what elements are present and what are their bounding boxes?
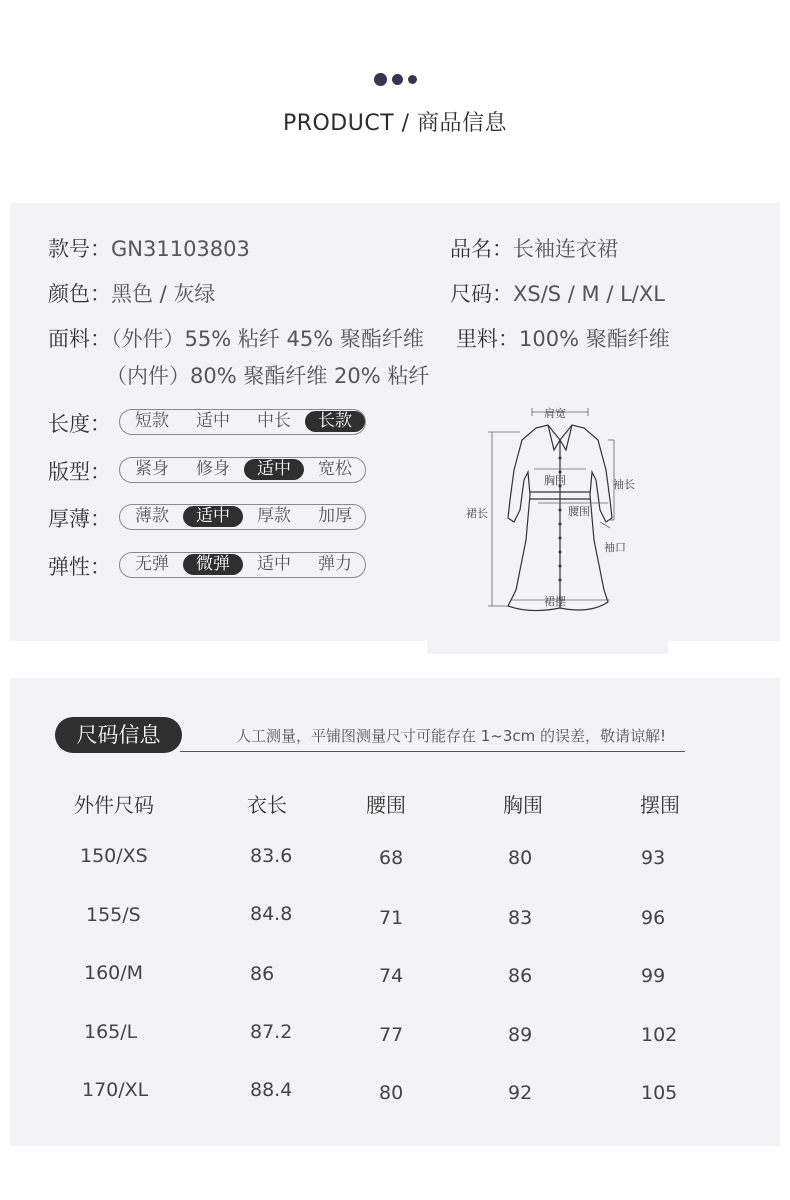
attribute-option: 长款 [305, 411, 365, 432]
product-name-value: 长袖连衣裙 [513, 237, 618, 261]
color [48, 278, 215, 308]
diagram-label-hem: 裙摆 [544, 595, 566, 608]
table-cell: 83.6 [250, 845, 293, 867]
attribute-option: 修身 [196, 459, 230, 479]
lining-label: 里料： [456, 327, 519, 351]
sizes-label: 尺码： [450, 282, 513, 306]
table-cell: 74 [379, 965, 404, 987]
divider [180, 751, 685, 752]
decorative-dots [374, 73, 418, 87]
page-title: PRODUCT / 商品信息 [282, 111, 508, 136]
table-cell: 99 [641, 965, 666, 987]
diagram-label-sleeve: 袖长 [613, 478, 635, 491]
attribute-option: 适中 [257, 554, 291, 574]
table-cell: 86 [508, 965, 533, 987]
attribute-option: 短款 [135, 411, 169, 431]
style-number [48, 233, 250, 263]
attribute-option: 加厚 [318, 506, 352, 526]
attribute-option: 适中 [183, 506, 243, 527]
attribute-label: 长度： [48, 412, 111, 436]
table-cell: 160/M [84, 962, 144, 984]
attribute-option: 适中 [196, 411, 230, 431]
sizes [450, 278, 665, 308]
attribute-option: 中长 [257, 411, 291, 431]
product-name-label: 品名： [450, 237, 513, 261]
fabric-inner-value: （内件）80% 聚酯纤维 20% 粘纤 [106, 364, 430, 388]
fabric-inner [106, 360, 429, 390]
attribute-option: 弹力 [318, 554, 352, 574]
table-header: 外件尺码 [74, 793, 154, 817]
measurement-note: 人工测量，平铺图测量尺寸可能存在 1~3cm 的误差，敬请谅解! [236, 727, 667, 745]
dot-icon [408, 75, 417, 84]
diagram-label-waist: 腰围 [568, 505, 590, 518]
table-cell: 89 [508, 1024, 533, 1046]
table-cell: 165/L [84, 1021, 138, 1043]
table-cell: 102 [641, 1024, 678, 1046]
table-cell: 92 [508, 1082, 533, 1104]
table-cell: 77 [379, 1024, 404, 1046]
attribute-label: 厚薄： [48, 507, 111, 531]
diagram-label-shoulder: 肩宽 [544, 407, 566, 420]
sizes-value: XS/S / M / L/XL [513, 282, 665, 306]
panel-extension [427, 638, 668, 654]
attribute-option: 宽松 [318, 459, 352, 479]
table-cell: 86 [250, 963, 275, 985]
table-header: 衣长 [247, 793, 287, 817]
table-cell: 83 [508, 907, 533, 929]
diagram-label-chest: 胸围 [544, 474, 566, 487]
table-cell: 150/XS [80, 845, 148, 867]
size-info-tag: 尺码信息 [55, 717, 182, 753]
table-header: 胸围 [503, 793, 543, 817]
table-cell: 87.2 [250, 1021, 293, 1043]
table-cell: 80 [508, 847, 533, 869]
style-number-value: GN31103803 [111, 237, 250, 261]
attribute-selector [119, 409, 366, 435]
table-cell: 96 [641, 907, 666, 929]
table-cell: 88.4 [250, 1079, 293, 1101]
fabric-outer-value: （外件）55% 粘纤 45% 聚酯纤维 [111, 327, 424, 351]
diagram-label-length: 裙长 [466, 507, 488, 520]
attribute-selector [119, 504, 366, 530]
table-cell: 155/S [86, 904, 141, 926]
table-cell: 84.8 [250, 903, 293, 925]
style-number-label: 款号： [48, 237, 111, 261]
fabric-outer [48, 323, 424, 353]
table-header: 腰围 [366, 793, 406, 817]
attribute-option: 适中 [244, 459, 304, 480]
attribute-selector [119, 457, 366, 483]
attribute-label: 弹性： [48, 555, 111, 579]
table-cell: 170/XL [82, 1079, 149, 1101]
table-cell: 105 [641, 1082, 678, 1104]
table-cell: 93 [641, 847, 666, 869]
table-cell: 80 [379, 1082, 404, 1104]
table-cell: 68 [379, 847, 404, 869]
fabric-label: 面料： [48, 327, 111, 351]
product-name [450, 233, 618, 263]
attribute-option: 无弹 [135, 554, 169, 574]
lining-value: 100% 聚酯纤维 [519, 327, 670, 351]
diagram-label-cuff: 袖口 [604, 541, 626, 554]
attribute-option: 厚款 [257, 506, 291, 526]
attribute-label: 版型： [48, 460, 111, 484]
dot-icon [392, 74, 403, 85]
attribute-option: 紧身 [135, 459, 169, 479]
dress-measurement-diagram [460, 400, 660, 620]
dot-icon [374, 73, 387, 86]
color-label: 颜色： [48, 282, 111, 306]
table-cell: 71 [379, 907, 404, 929]
table-header: 摆围 [640, 793, 680, 817]
attribute-option: 微弹 [183, 554, 243, 575]
color-value: 黑色 / 灰绿 [111, 282, 216, 306]
dress-outline-icon [508, 425, 612, 611]
lining [456, 323, 670, 353]
attribute-selector [119, 552, 366, 578]
attribute-option: 薄款 [135, 506, 169, 526]
